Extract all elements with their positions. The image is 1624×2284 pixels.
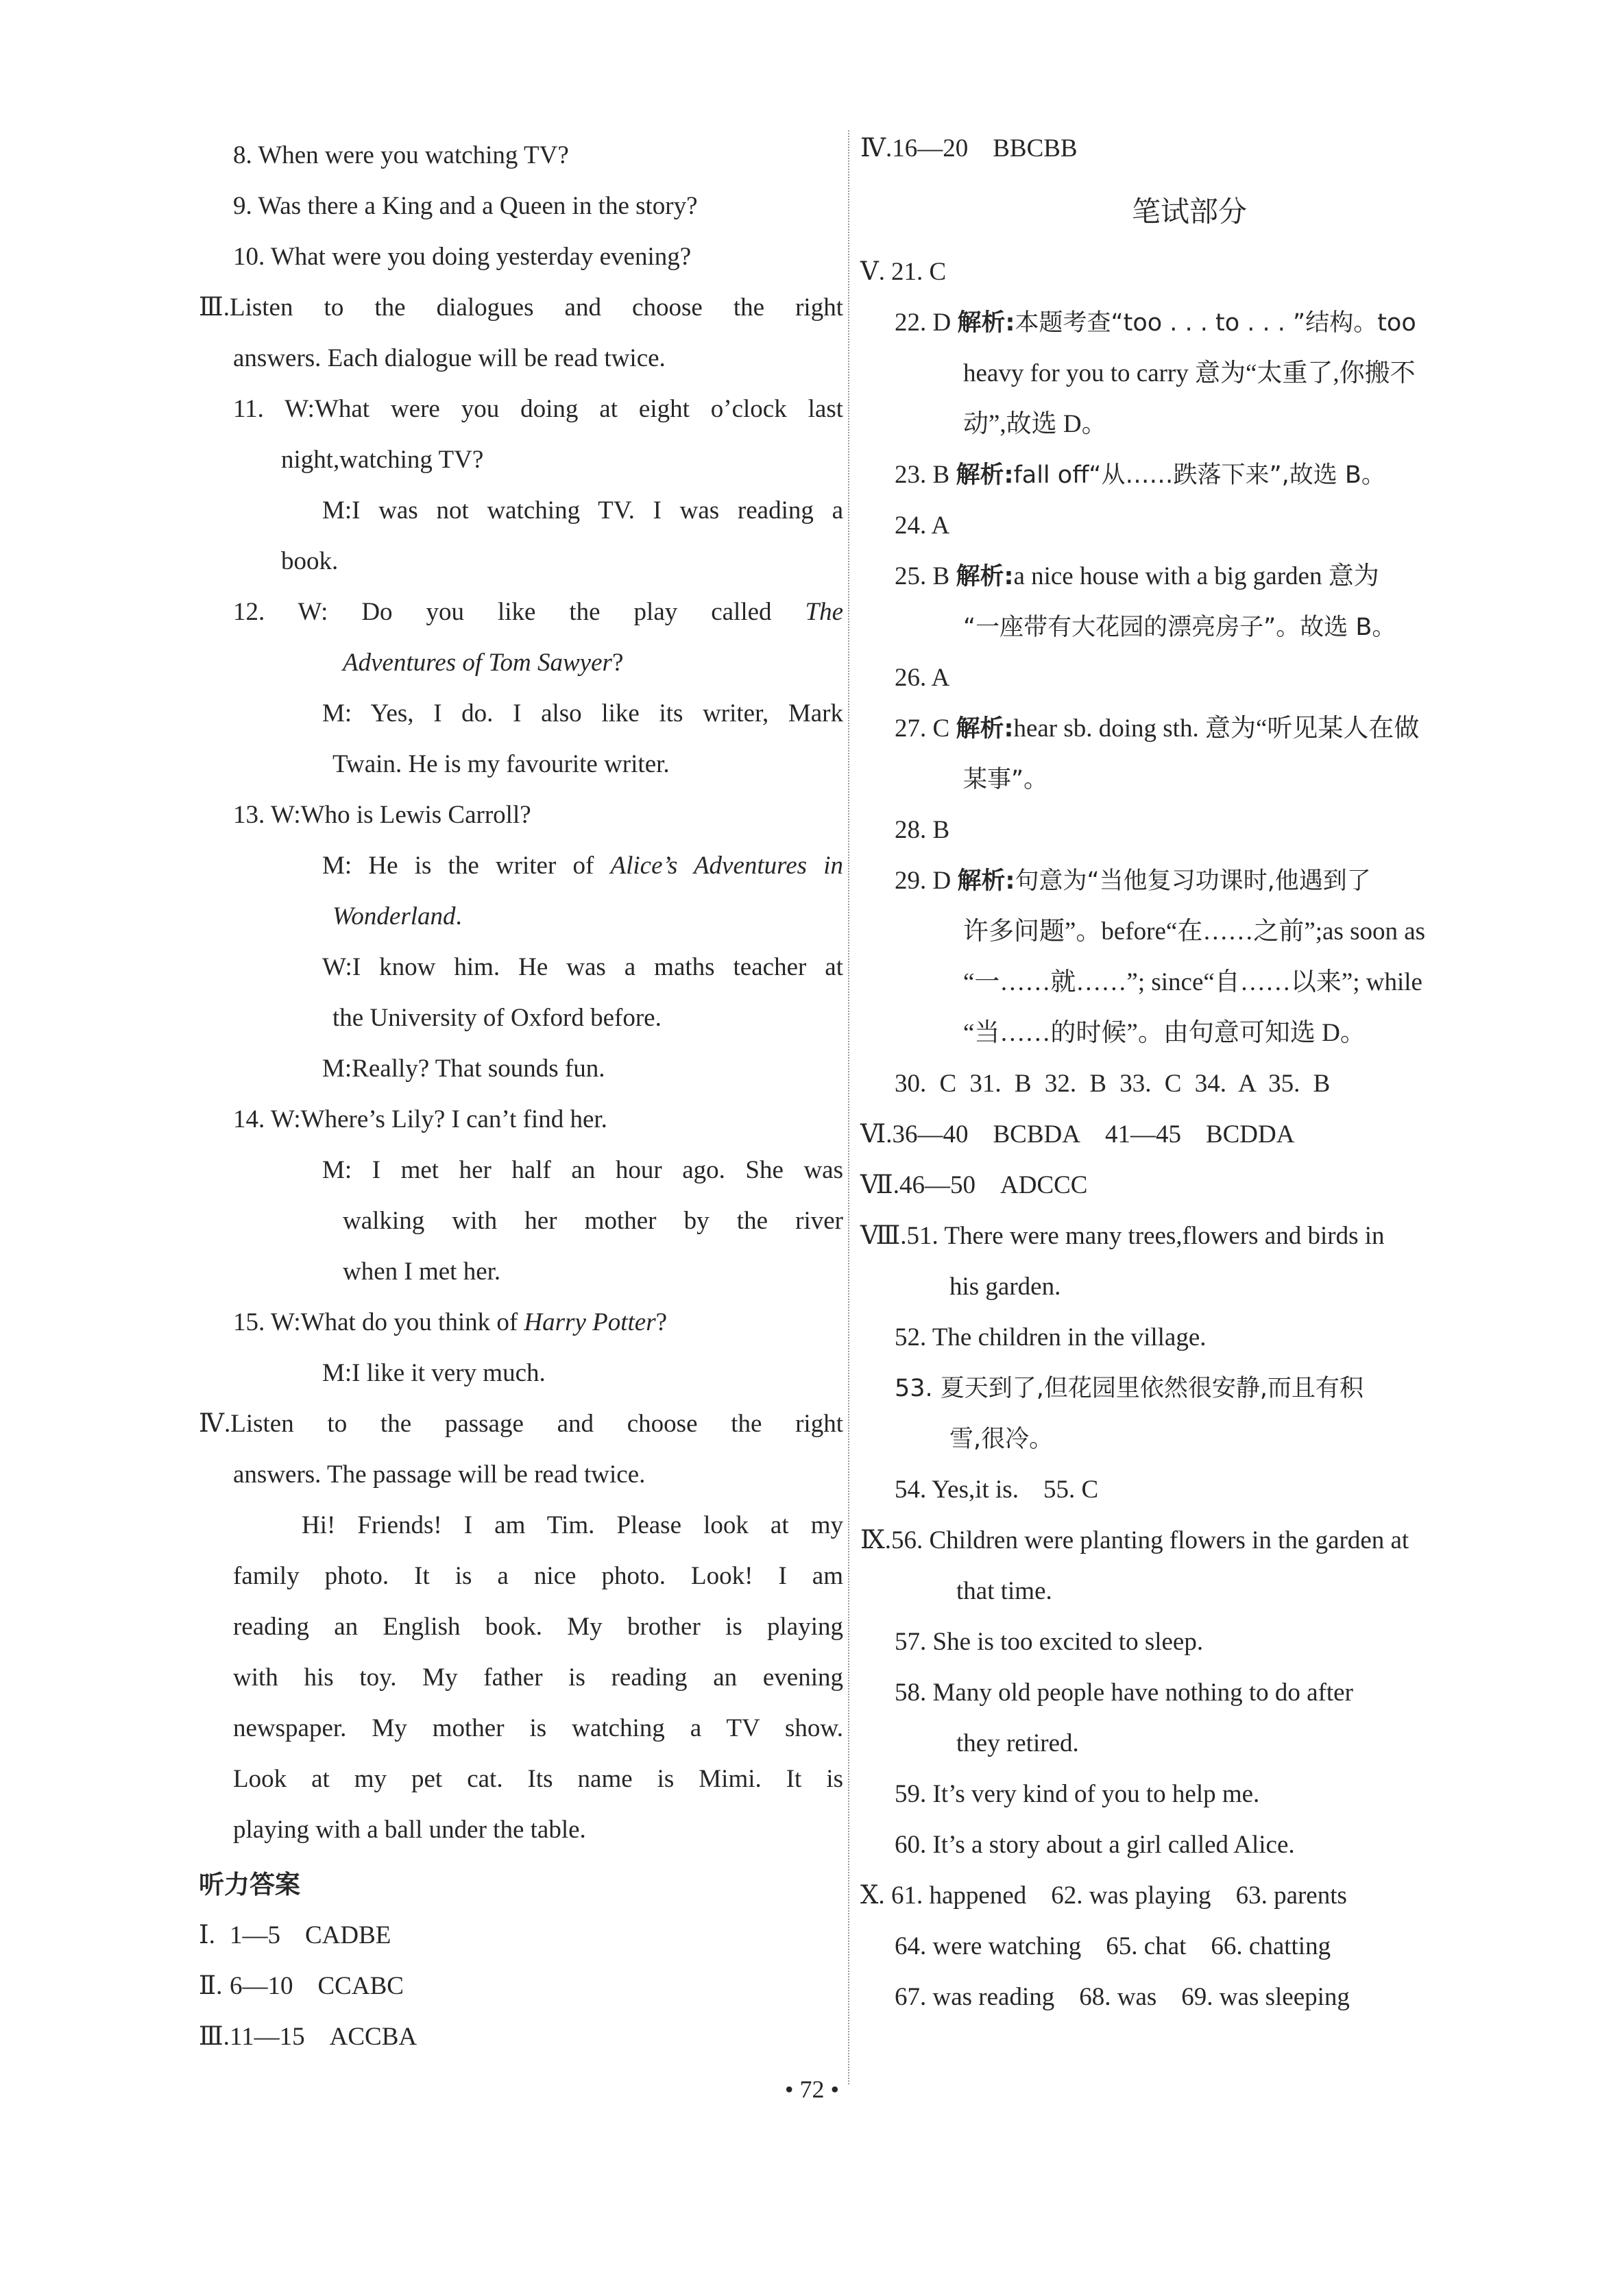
answers-30-35: 30. C 31. B 32. B 33. C 34. A 35. B: [895, 1070, 1331, 1098]
dialogue-13-w2-cont: the University of Oxford before.: [332, 1004, 662, 1032]
dialogue-13-m: [199, 841, 843, 891]
answer-60: 60. It’s a story about a girl called Alice.: [895, 1831, 1295, 1859]
answers: BBCBB: [993, 134, 1078, 163]
answer-text: 21. C: [891, 258, 947, 286]
answer-69: 69. was sleeping: [1181, 1983, 1350, 2011]
answer-64: 64. were watching: [895, 1932, 1082, 1960]
passage-line-7: playing with a ball under the table.: [233, 1816, 586, 1844]
section-3-instruction-2: answers. Each dialogue will be read twice.: [233, 344, 666, 372]
answers-64-66: [860, 1921, 1518, 1972]
passage-line-4: with his toy. My father is reading an evening: [233, 1663, 843, 1692]
answer-29-cont-3: “当……的时候”。由句意可知选 D。: [963, 1019, 1366, 1047]
dialogue-13-w: 13. W:Who is Lewis Carroll?: [233, 801, 531, 829]
answer-23: [860, 450, 1518, 501]
dialogue-12-w-text: 12. W: Do you like the play called: [233, 598, 772, 626]
section-6-answers: [860, 1109, 1518, 1160]
question-9: 9. Was there a King and a Queen in the story?: [233, 192, 698, 220]
dialogue-15-w-text: 15. W:What do you think of: [233, 1308, 518, 1336]
listening-answer-3: [199, 2012, 843, 2063]
period: .: [455, 902, 462, 930]
dialogue-15-m: M:I like it very much.: [322, 1359, 546, 1387]
answer-54-55: [860, 1465, 1518, 1515]
answer-25: [860, 551, 1518, 602]
section-3-instruction: [199, 283, 843, 333]
answers-61-63: [860, 1871, 1518, 1921]
answer-num: 29. D: [895, 867, 952, 895]
numeral: Ⅸ.: [860, 1526, 891, 1554]
answer-num: 25. B: [895, 562, 950, 590]
dialogue-12-m-cont: Twain. He is my favourite writer.: [332, 750, 670, 778]
answer-26: 26. A: [895, 664, 950, 692]
answer-num: 23. B: [895, 461, 950, 489]
written-section-title: 笔试部分: [1131, 195, 1247, 228]
dialogue-11-m: M:I was not watching TV. I was reading a: [322, 496, 843, 525]
range: 36—40: [892, 1120, 969, 1149]
answer-29-cont-1: 许多问题”。before“在……之前”;as soon as: [963, 917, 1426, 946]
passage-line-2: family photo. It is a nice photo. Look! I am: [233, 1562, 843, 1590]
answer-56-cont: that time.: [956, 1577, 1052, 1605]
answer-24: 24. A: [895, 512, 950, 540]
dialogue-14-m-cont-1: walking with her mother by the river: [343, 1207, 843, 1235]
answer-67: 67. was reading: [895, 1983, 1055, 2011]
analysis-label: 解析:: [956, 563, 1014, 590]
answer-22-cont-1: heavy for you to carry 意为“太重了,你搬不: [963, 359, 1416, 387]
answer-22: [860, 298, 1518, 348]
answer-63: 63. parents: [1235, 1882, 1347, 1910]
numeral: Ⅹ.: [860, 1882, 885, 1910]
listening-answer-4: [860, 123, 1518, 174]
numeral: Ⅱ.: [199, 1972, 223, 2000]
answers: CADBE: [305, 1921, 391, 1949]
numeral: Ⅴ.: [860, 258, 885, 286]
answer-num: 22. D: [895, 309, 952, 337]
dialogue-11-w-cont: night,watching TV?: [281, 446, 484, 474]
dialogue-13-m-cont: [199, 891, 843, 942]
analysis-text: a nice house with a big garden 意为: [1013, 562, 1379, 590]
answers: BCDDA: [1205, 1120, 1295, 1149]
listening-answer-2: [199, 1961, 843, 2012]
dialogue-15-w: [199, 1297, 843, 1348]
answer-55: 55. C: [1043, 1476, 1099, 1504]
answer-52: 52. The children in the village.: [895, 1323, 1207, 1351]
section-4-instruction-2: answers. The passage will be read twice.: [233, 1460, 646, 1489]
numeral: Ⅰ.: [199, 1921, 215, 1949]
answer-54: 54. Yes,it is.: [895, 1476, 1019, 1504]
numeral: Ⅶ.: [860, 1171, 899, 1199]
dialogue-13-m2: M:Really? That sounds fun.: [322, 1055, 605, 1083]
answer-22-cont-2: 动”,故选 D。: [963, 410, 1107, 438]
section-3-numeral: Ⅲ.: [199, 293, 230, 322]
answer-65: 65. chat: [1106, 1932, 1187, 1960]
play-title: Adventures of Tom Sawyer: [343, 649, 612, 677]
book-title-2: Wonderland: [332, 902, 456, 930]
dialogue-12-w-title: The: [805, 598, 844, 626]
numeral: Ⅳ.: [860, 134, 893, 163]
section-4-text-1: Listen to the passage and choose the right: [230, 1410, 843, 1438]
section-4-instruction: [199, 1399, 843, 1450]
answer-51: [860, 1211, 1518, 1262]
answer-21: [860, 247, 1518, 298]
answer-59: 59. It’s very kind of you to help me.: [895, 1780, 1260, 1808]
answer-56: [860, 1515, 1518, 1566]
book-title-3: Harry Potter: [524, 1308, 656, 1336]
answer-text: 56. Children were planting flowers in the garden at: [891, 1526, 1409, 1554]
answer-57: 57. She is too excited to sleep.: [895, 1628, 1204, 1656]
question-mark: ?: [611, 649, 624, 677]
analysis-text: fall off“从……跌落下来”,故选 B。: [1013, 461, 1385, 489]
listening-answers-title: 听力答案: [199, 1870, 300, 1899]
answer-61: 61. happened: [891, 1882, 1027, 1910]
left-column: [199, 130, 843, 2063]
answer-66: 66. chatting: [1211, 1932, 1331, 1960]
range: 41—45: [1104, 1120, 1181, 1149]
analysis-label: 解析:: [957, 867, 1015, 895]
book-title-1: Alice’s Adventures in: [610, 852, 843, 880]
right-column: [860, 123, 1518, 2023]
analysis-text: 句意为“当他复习功课时,他遇到了: [1015, 867, 1371, 895]
answer-51-cont: his garden.: [949, 1273, 1061, 1301]
section-3-text-1: Listen to the dialogues and choose the right: [230, 293, 843, 322]
answer-53: 53. 夏天到了,但花园里依然很安静,而且有积: [895, 1375, 1364, 1402]
range: 46—50: [899, 1171, 975, 1199]
answer-58-cont: they retired.: [956, 1729, 1079, 1757]
analysis-label: 解析:: [956, 461, 1014, 489]
answers: CCABC: [317, 1972, 404, 2000]
page-number: • 72 •: [784, 2076, 840, 2103]
column-divider: [848, 130, 849, 2084]
passage-line-3: reading an English book. My brother is playing: [233, 1613, 843, 1641]
dialogue-11-m-cont: book.: [281, 547, 339, 575]
answer-62: 62. was playing: [1051, 1882, 1211, 1910]
answer-27-cont: 某事”。: [963, 766, 1048, 793]
answers-67-69: [860, 1972, 1518, 2023]
answer-28: 28. B: [895, 816, 950, 844]
analysis-text: 本题考查“too . . . to . . . ”结构。too: [1015, 309, 1416, 337]
dialogue-14-m-cont-2: when I met her.: [343, 1258, 501, 1286]
question-mark: ?: [655, 1308, 668, 1336]
range: 6—10: [230, 1972, 293, 2000]
answer-29-cont-2: “一……就……”; since“自……以来”; while: [963, 968, 1422, 996]
answer-num: 27. C: [895, 714, 950, 743]
dialogue-13-w2: W:I know him. He was a maths teacher at: [322, 953, 843, 981]
answer-68: 68. was: [1079, 1983, 1157, 2011]
answers: ADCCC: [1000, 1171, 1088, 1199]
analysis-label: 解析:: [957, 309, 1015, 337]
dialogue-12-w: [199, 587, 843, 638]
listening-answer-1: [199, 1910, 843, 1961]
dialogue-13-m-text: M: He is the writer of: [322, 852, 594, 880]
passage-line-6: Look at my pet cat. Its name is Mimi. It is: [233, 1765, 843, 1793]
answer-27: [860, 704, 1518, 754]
section-4-numeral: Ⅳ.: [199, 1410, 231, 1438]
answer-53-cont: 雪,很冷。: [949, 1426, 1054, 1453]
dialogue-11-w: 11. W:What were you doing at eight o’clock last: [233, 395, 843, 423]
range: 16—20: [892, 134, 969, 163]
range: 11—15: [230, 2023, 305, 2051]
dialogue-14-m: M: I met her half an hour ago. She was: [322, 1156, 843, 1184]
range: 1—5: [230, 1921, 280, 1949]
answers: ACCBA: [329, 2023, 417, 2051]
dialogue-14-w: 14. W:Where’s Lily? I can’t find her.: [233, 1105, 607, 1133]
answer-58: 58. Many old people have nothing to do after: [895, 1679, 1353, 1707]
passage-line-1: Hi! Friends! I am Tim. Please look at my: [302, 1511, 843, 1539]
dialogue-12-m: M: Yes, I do. I also like its writer, Mark: [322, 699, 843, 728]
question-8: 8. When were you watching TV?: [233, 141, 569, 169]
numeral: Ⅵ.: [860, 1120, 893, 1149]
numeral: Ⅲ.: [199, 2023, 230, 2051]
passage-line-5: newspaper. My mother is watching a TV show.: [233, 1714, 843, 1742]
answers: BCBDA: [993, 1120, 1080, 1149]
answer-25-cont: “一座带有大花园的漂亮房子”。故选 B。: [963, 614, 1396, 641]
analysis-label: 解析:: [956, 715, 1014, 743]
answer-29: [860, 856, 1518, 906]
answer-text: 51. There were many trees,flowers and birds in: [906, 1222, 1385, 1250]
analysis-text: hear sb. doing sth. 意为“听见某人在做: [1013, 714, 1420, 743]
dialogue-12-w-cont: [199, 638, 843, 688]
numeral: Ⅷ.: [860, 1222, 907, 1250]
question-10: 10. What were you doing yesterday evening?: [233, 243, 692, 271]
section-7-answers: [860, 1160, 1518, 1211]
